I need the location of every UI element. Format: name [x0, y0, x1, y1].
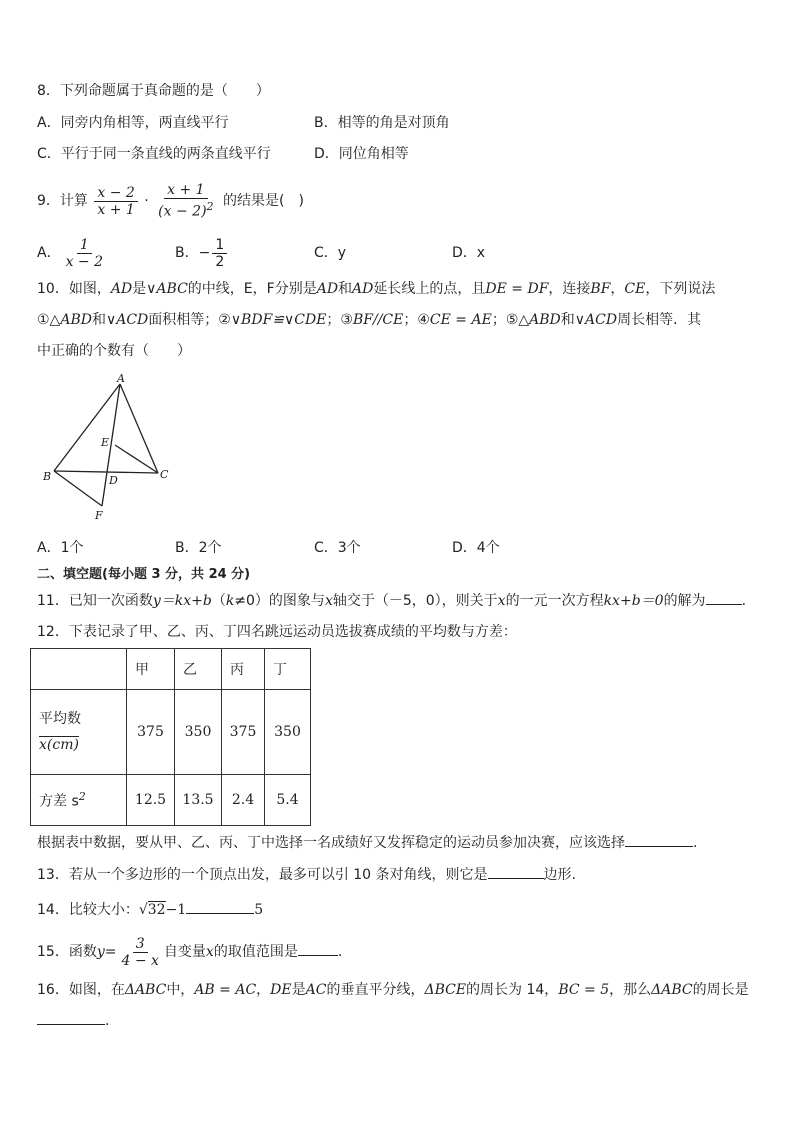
q11-p2: （: [211, 593, 226, 609]
q10-p8: ，下列说法: [645, 281, 716, 297]
q10-abd: ABD: [60, 312, 92, 328]
q16-line-1: [37, 980, 749, 1000]
q15-p2: 自变量: [163, 944, 206, 960]
q15-p1: 15．函数: [37, 944, 97, 960]
q9-stem: [37, 180, 304, 222]
q16-c2: BC = 5: [558, 982, 610, 998]
q8-option-c: C．平行于同一条直线的两条直线平行: [37, 146, 271, 162]
table-header-row: [31, 649, 311, 690]
q10-option-a: A．1个: [37, 540, 84, 556]
table-cell: 375: [127, 690, 175, 775]
q10-option-c: C．3个: [314, 540, 361, 556]
q16-de: DE: [270, 982, 292, 998]
q10-line-3: 中正确的个数有（ ）: [37, 343, 191, 359]
variance-label: 方差 s: [39, 793, 79, 810]
q12-answer-blank[interactable]: [625, 846, 693, 847]
q11-p3: ≠0）的图象与: [234, 593, 325, 609]
q10-l2g: 和∨: [560, 312, 586, 328]
q15-fraction: [118, 936, 161, 969]
q11-p6: 的解为: [663, 593, 706, 609]
table-header-cell: 乙: [175, 649, 222, 690]
q9-b-fraction: [212, 237, 227, 270]
table-cell: 350: [175, 690, 222, 775]
q16-p1: 16．如图，在: [37, 982, 125, 998]
table-row-mean: [31, 690, 311, 775]
q10-acd-2: ACD: [585, 312, 618, 328]
q9-f1-denominator: x + 1: [97, 201, 135, 218]
q15-numerator: 3: [133, 936, 148, 953]
q16-c1: AB = AC: [194, 982, 257, 998]
q10-option-b: B．2个: [175, 540, 222, 556]
label-f: F: [95, 509, 103, 522]
q10-congruence: ∨BDF≌∨CDE: [230, 312, 327, 328]
q9-f2-denominator: (x − 2): [158, 203, 207, 220]
q9-f1-numerator: x − 2: [94, 185, 137, 202]
q9-f2-numerator: x + 1: [164, 182, 207, 199]
q16-p3: ，: [256, 982, 271, 998]
label-c: C: [160, 468, 169, 481]
q14-p2: −1: [165, 902, 187, 918]
q10-option-d: D．4个: [452, 540, 500, 556]
label-a: A: [117, 372, 125, 385]
q9-prefix: 9．计算: [37, 193, 88, 209]
q10-l2e: ；④: [403, 312, 430, 328]
segment-bf: [54, 471, 102, 506]
q13-p1: 13．若从一个多边形的一个顶点出发，最多可以引 10 条对角线，则它是: [37, 867, 488, 883]
q11-answer-blank[interactable]: [706, 604, 742, 605]
q16-t2: ΔBCE: [424, 982, 467, 998]
q12-after-end: .: [693, 835, 698, 851]
segment-ac: [120, 384, 158, 473]
q16-p8: 的周长是: [692, 982, 749, 998]
sqrt-symbol: √: [138, 902, 148, 918]
q10-l2d: ；③: [326, 312, 353, 328]
q10-l2a: ①△: [37, 312, 61, 328]
q15-denominator: 4 − x: [121, 952, 159, 969]
q11-p1: 11．已知一次函数: [37, 593, 153, 609]
q9-option-a: [37, 232, 108, 274]
variance-exponent: 2: [78, 789, 86, 803]
q16-p5: 的垂直平分线，: [326, 982, 425, 998]
q15-stem: [37, 931, 342, 973]
table-row-label: [31, 775, 127, 826]
q11-x: x: [324, 593, 333, 609]
table-header-cell: 丁: [265, 649, 311, 690]
q11-x-2: x: [497, 593, 506, 609]
q16-ac: AC: [305, 982, 327, 998]
q12-followup: [37, 833, 697, 853]
q16-p7: ，那么: [609, 982, 652, 998]
q10-ce: CE: [624, 281, 646, 297]
q8-option-b: B．相等的角是对顶角: [314, 115, 450, 131]
q10-p6: ，连接: [548, 281, 591, 297]
q9-suffix: 的结果是( ): [222, 193, 304, 209]
q9-b-label: B．−: [175, 245, 211, 261]
label-e: E: [101, 436, 110, 449]
q10-l2h: 周长相等．其: [617, 312, 702, 328]
q10-p2: 是: [132, 281, 147, 297]
q10-l2c: 面积相等；②: [148, 312, 231, 328]
q9-fraction-2: [155, 182, 216, 220]
q10-l2b: 和∨: [91, 312, 117, 328]
q16-p6: 的周长为 14，: [466, 982, 559, 998]
q13-answer-blank[interactable]: [488, 878, 544, 879]
section-2-heading: 二、填空题(每小题 3 分，共 24 分): [37, 567, 251, 582]
q16-t1: ΔABC: [124, 982, 167, 998]
q11-k: k: [225, 593, 235, 609]
q8-stem: 8．下列命题属于真命题的是（ ）: [37, 83, 270, 99]
q12-stem: 12．下表记录了甲、乙、丙、丁四名跳远运动员选拔赛成绩的平均数与方差：: [37, 624, 517, 640]
q16-end: .: [105, 1013, 110, 1029]
table-corner-cell: [31, 649, 127, 690]
q16-p4: 是: [291, 982, 306, 998]
q14-stem: [37, 900, 263, 920]
q10-condition: DE = DF: [485, 281, 549, 297]
q9-option-c: C．y: [314, 245, 347, 261]
q10-l2f: ；⑤△: [491, 312, 530, 328]
q14-answer-blank[interactable]: [186, 913, 254, 914]
table-cell: 350: [265, 690, 311, 775]
q10-line-1: [37, 279, 715, 299]
q16-answer-blank[interactable]: [37, 1024, 105, 1025]
q9-a-numerator: 1: [77, 237, 92, 254]
table-cell: 375: [222, 690, 265, 775]
table-row-label: [31, 690, 127, 775]
q14-p3: 5: [254, 902, 264, 918]
q9-dot: ·: [144, 193, 149, 209]
table-cell: 5.4: [265, 775, 311, 826]
q9-fraction-1: [94, 185, 137, 218]
table-cell: 12.5: [127, 775, 175, 826]
q15-p3: 的取值范围是: [213, 944, 298, 960]
label-d: D: [109, 474, 118, 487]
table-cell: 13.5: [175, 775, 222, 826]
q12-table: [30, 648, 311, 826]
q10-p5: 延长线上的点，且: [373, 281, 486, 297]
q11-p4: 轴交于（－5，0），则关于: [332, 593, 498, 609]
segment-ab: [54, 384, 120, 471]
q16-line-2: [37, 1011, 109, 1031]
q9-b-denominator: 2: [215, 253, 225, 270]
q8-option-a: A．同旁内角相等，两直线平行: [37, 115, 229, 131]
q10-p1: 10．如图，: [37, 281, 111, 297]
table-cell: 2.4: [222, 775, 265, 826]
table-row-variance: [31, 775, 311, 826]
q11-stem: [37, 591, 746, 611]
q10-acd: ACD: [116, 312, 149, 328]
q13-p2: 边形.: [543, 867, 576, 883]
mean-label: 平均数: [39, 711, 81, 727]
q9-a-label: A．: [37, 245, 61, 261]
q10-ad-3: AD: [352, 281, 374, 297]
q15-p4: .: [337, 944, 343, 960]
q14-p1: 14．比较大小：: [37, 902, 139, 918]
q9-b-numerator: 1: [212, 237, 227, 254]
q16-p2: 中，: [166, 982, 195, 998]
q10-p3: 的中线，E，F分别是: [187, 281, 317, 297]
q11-equation: kx+b＝0: [603, 593, 664, 609]
table-header-cell: 甲: [127, 649, 175, 690]
q9-a-denominator: x − 2: [65, 253, 104, 270]
q10-p4: 和: [338, 281, 353, 297]
q15-eq: =: [104, 944, 117, 960]
q9-option-b: [175, 232, 229, 274]
table-header-cell: 丙: [222, 649, 265, 690]
q10-abd-2: ABD: [529, 312, 561, 328]
q9-a-fraction: [63, 237, 106, 270]
segment-bc: [54, 471, 158, 473]
q11-p7: .: [741, 593, 747, 609]
q11-p5: 的一元一次方程: [505, 593, 604, 609]
q10-ad: AD: [110, 281, 133, 297]
q16-t3: ΔABC: [651, 982, 693, 998]
q13-stem: [37, 865, 576, 885]
q14-radicand: 32: [147, 902, 166, 918]
q10-figure: [38, 372, 178, 527]
q10-p7: ，: [610, 281, 625, 297]
q15-x: x: [205, 944, 214, 960]
q11-function: y＝kx+b: [152, 593, 212, 609]
q10-tri: ∨ABC: [146, 281, 188, 297]
q10-ad-2: AD: [316, 281, 339, 297]
q15-y: y: [96, 944, 105, 960]
q9-option-d: D．x: [452, 245, 486, 261]
q10-bf: BF: [590, 281, 611, 297]
q8-option-d: D．同位角相等: [314, 146, 409, 162]
q9-f2-exponent: 2: [206, 200, 214, 214]
q9-f2-denominator-wrap: [155, 199, 216, 220]
mean-symbol: x(cm): [39, 737, 79, 753]
q10-line-2: [37, 310, 701, 330]
label-b: B: [43, 470, 52, 483]
q12-after: 根据表中数据，要从甲、乙、丙、丁中选择一名成绩好又发挥稳定的运动员参加决赛，应该选择: [37, 835, 625, 851]
q10-equality: CE = AE: [429, 312, 492, 328]
q10-parallel: BF//CE: [352, 312, 404, 328]
q15-answer-blank[interactable]: [298, 955, 338, 956]
